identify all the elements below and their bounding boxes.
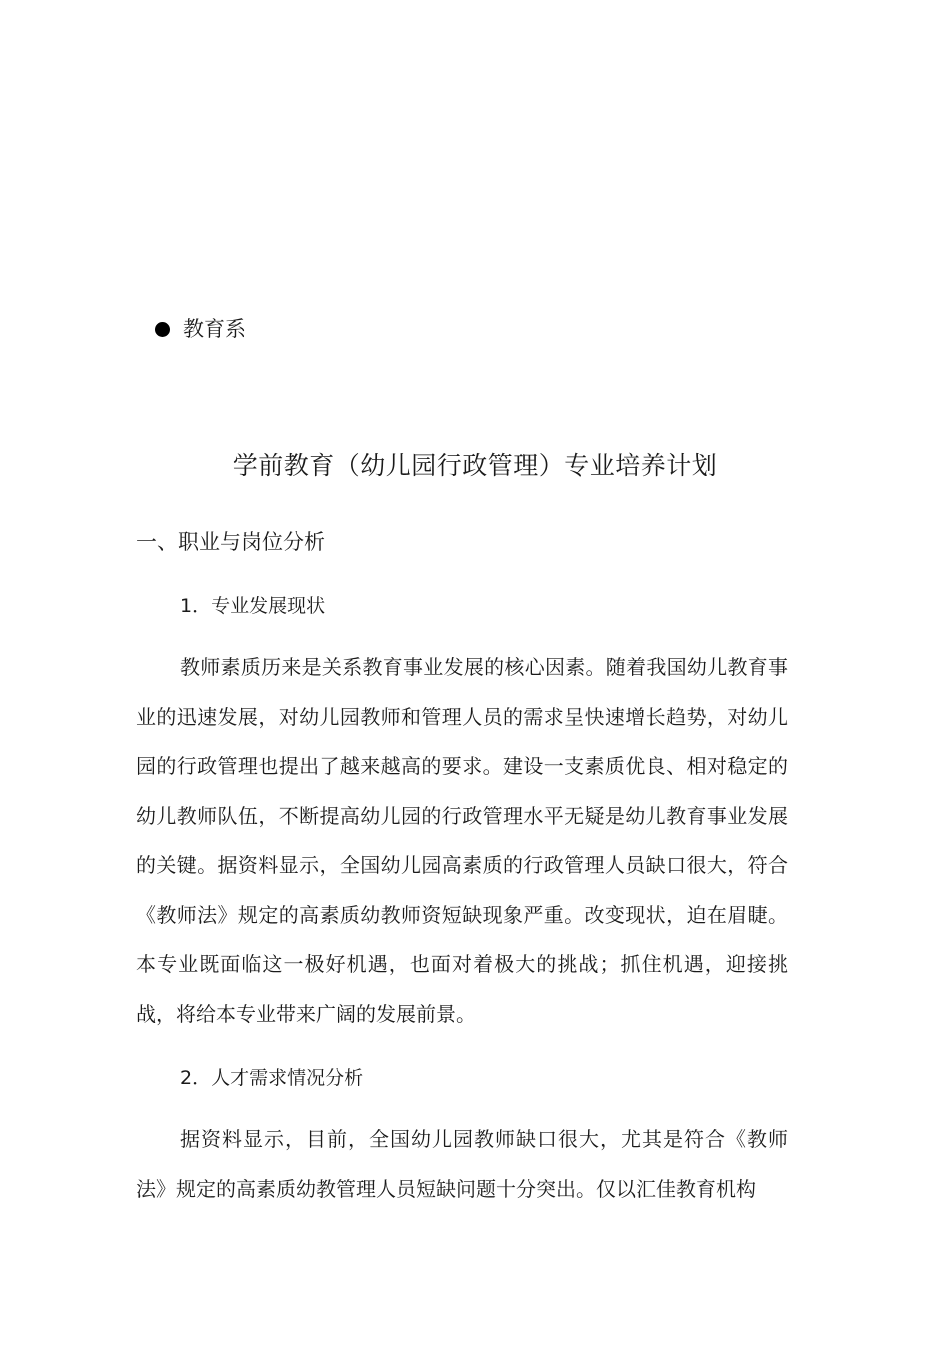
section-heading: 一、职业与岗位分析 xyxy=(136,530,325,554)
department-line xyxy=(155,314,246,344)
bullet-icon xyxy=(155,322,170,337)
paragraph-2: 据资料显示，目前，全国幼儿园教师缺口很大，尤其是符合《教师法》规定的高素质幼教管理人员短缺问题十分突出。仅以汇佳教育机构 xyxy=(136,1127,788,1201)
document-title: 学前教育（幼儿园行政管理）专业培养计划 xyxy=(232,451,718,480)
paragraph-1: 教师素质历来是关系教育事业发展的核心因素。随着我国幼儿教育事业的迅速发展，对幼儿园教师和管理人员的需求呈快速增长趋势，对幼儿园的行政管理也提出了越来越高的要求。建设一支素质优良、相对稳定的幼儿教师队伍，不断提高幼儿园的行政管理水平无疑是幼儿教育事业发展的关键。据资料显示，全国幼儿园高素质的行政管理人员缺口很大，符合《教师法》规定的高素质幼教师资短缺现象严重。改变现状，迫在眉睫。本专业既面临这一极好机遇，也面对着极大的挑战；抓住机遇，迎接挑战，将给本专业带来广阔的发展前景。 xyxy=(136,655,788,1026)
subsection-heading-1: 1．专业发展现状 xyxy=(180,595,326,617)
subsection-heading-2: 2．人才需求情况分析 xyxy=(180,1067,364,1089)
department-label: 教育系 xyxy=(183,317,246,341)
